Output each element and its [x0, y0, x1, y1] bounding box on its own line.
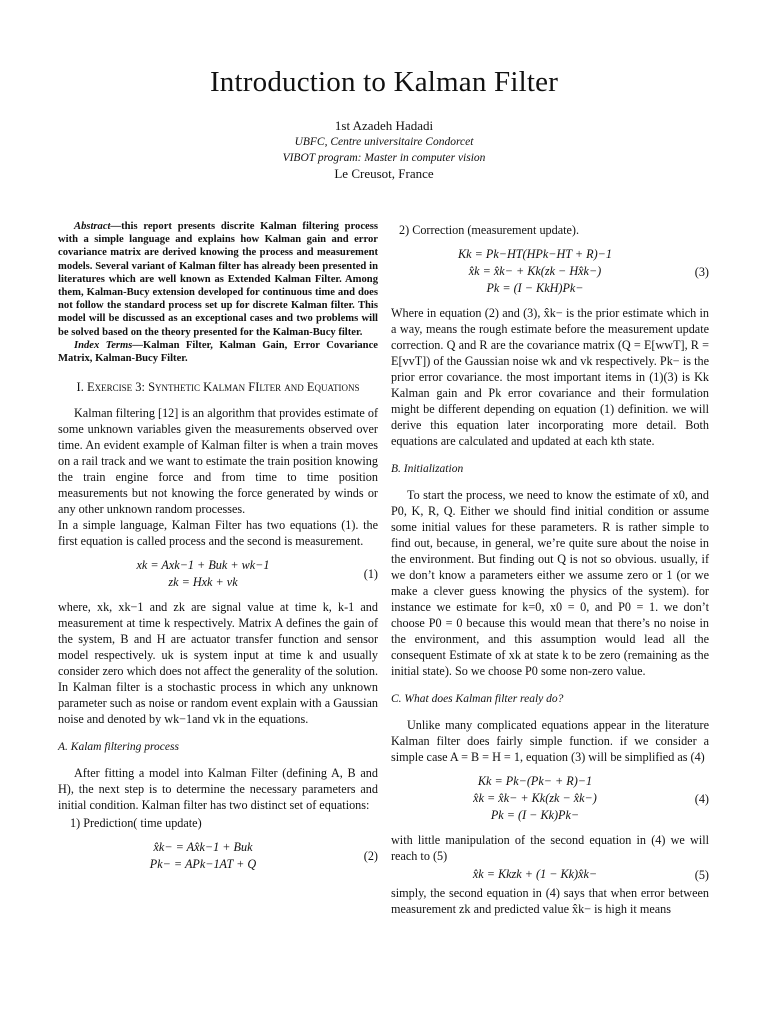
affiliation-2: VIBOT program: Master in computer vision — [282, 152, 486, 164]
list-item: 1) Prediction( time update) — [70, 816, 202, 831]
abstract-text: this report presents discrite Kalman filtering process with a simple language and explains how Kalman gain and error covariance matrix are derived knowing the process and measurement models. Several variant of Kalman filter has already been presented in literatures which are well known as Extended Kalman Filter. Among them, Kalman-Bucy extension developed for continuous time and does not follow the standard process set up for discrete Kalman filter. This model will be discussed as an exceptional cases and two problems will be solved based on the theory presented for the Kalman-Bucy filter. — [58, 221, 378, 338]
section-number: I. — [76, 380, 84, 395]
abstract-label: Abstract— — [74, 221, 122, 232]
paragraph: simply, the second equation in (4) says that when error between measurement zk and predicted value x̂k− is high it means — [391, 886, 709, 916]
equation-line: zk = Hxk + vk — [168, 575, 238, 590]
equation-2 — [58, 839, 378, 873]
equation-line: Pk = (I − KkH)Pk− — [486, 281, 584, 295]
equation-line: x̂k = Kkzk + (1 − Kk)x̂k− — [472, 867, 598, 881]
left-column — [58, 220, 378, 881]
paragraph: with little manipulation of the second equation in (4) we will reach to (5) — [391, 833, 709, 863]
equation-number: (1) — [363, 567, 378, 582]
equation-line: x̂k = x̂k− + Kk(zk − Hx̂k−) — [468, 264, 602, 278]
index-terms-text: Kalman Filter, Kalman Gain, Error Covariance Matrix, Kalman-Bucy Filter. — [58, 339, 378, 365]
equation-1 — [58, 557, 378, 591]
equation-5 — [391, 866, 709, 883]
abstract — [58, 220, 378, 339]
index-terms — [58, 339, 378, 365]
equation-line: Pk− = APk−1AT + Q — [149, 857, 257, 872]
author-name-line — [0, 118, 768, 134]
paragraph: To start the process, we need to know the estimate of x0, and P0, K, R, Q. Either we should find initial condition or assume some initial values for these parameters. R is rather simple to find out, because, in general, we’re quite sure about the noise in the environment. But finding out Q is not so obvious. usually, if we don’t know a parameters either we assume zero or 1 (or we make a clever guess knowing the physics of the system). for instance we estimate for k=0, x0 = 0, and P0 = 1. we don’t choose P0 = 0 because this would mean that there’s no noise in the environment, and this assumption would lead all the consequent Estimate of xk at state k to be zero (remaining as the initial state). So we choose P0 some non-zero value. — [391, 488, 709, 678]
section-heading-1 — [58, 379, 378, 395]
paragraph: Unlike many complicated equations appear in the literature Kalman filter does fairly simple function. if we consider a simple case A = B = H = 1, equation (3) will be simplified as (4) — [391, 718, 709, 764]
right-column — [391, 220, 709, 917]
equation-3 — [391, 246, 709, 297]
equation-line: Kk = Pk−HT(HPk−HT + R)−1 — [458, 247, 612, 261]
equation-line: Kk = Pk−(Pk− + R)−1 — [477, 774, 593, 788]
paragraph: Where in equation (2) and (3), x̂k− is the prior estimate which in a way, means the rough estimate before the measurement update correction. Q and R are the covariance matrix (Q = E[wwT], R = E[vvT]) of the Gaussian noise wk and vk respectively. Pk− is the prior error covariance. the most important items in (1)(3) is Kk Kalman gain and Pk error covariance and their formulation might be different depending on equation (1) definition. we will derive this equation later incorporating more detail. Both equations are calculated and updated at each kth state. — [391, 306, 709, 448]
paragraph: In a simple language, Kalman Filter has two equations (1). the first equation is called process and the second is measurement. — [58, 518, 378, 549]
paragraph: where, xk, xk−1 and zk are signal value at time k, k-1 and measurement at time k respectively. Matrix A defines the gain of the system, B and H are actuator transfer function and sensor model respectively. uk is system input at time k and usually consider zero which does not affect the generality of the solution. In Kalman filter is a stochastic process in which any unknown parameter such as noise or random event explain with a Gaussian noise and denoted by wk−1and vk in the equations. — [58, 600, 378, 727]
list-item: 2) Correction (measurement update). — [399, 223, 580, 237]
equation-4 — [391, 773, 709, 824]
equation-line: x̂k− = Ax̂k−1 + Buk — [153, 840, 253, 855]
equation-number: (2) — [363, 849, 378, 864]
equation-number: (4) — [694, 791, 709, 806]
subsection-heading-c: C. What does Kalman filter realy do? — [391, 693, 564, 705]
affiliation-1: UBFC, Centre universitaire Condorcet — [294, 136, 474, 148]
paragraph: Kalman filtering [12] is an algorithm that provides estimate of some unknown variables given the measurements observed over time. An evident example of Kalman filter is when a train moves on a rail track and we want to estimate the train position knowing the train engine force and from time to time position measurements but not knowing the force generated by winds or any other unknown random processes. — [58, 406, 378, 517]
equation-line: Pk = (I − Kk)Pk− — [490, 808, 580, 822]
equation-line: x̂k = x̂k− + Kk(zk − x̂k−) — [473, 791, 597, 805]
equation-number: (5) — [694, 867, 709, 882]
subsection-heading-b: B. Initialization — [391, 463, 464, 475]
author-block — [0, 118, 768, 182]
paragraph: After fitting a model into Kalman Filter (defining A, B and H), the next step is to determine the necessary parameters and initial condition. Kalman filter has two distinct set of equations: — [58, 766, 378, 813]
author-name: Azadeh Hadadi — [352, 118, 434, 133]
equation-number: (3) — [694, 264, 709, 279]
paper-title: Introduction to Kalman Filter — [209, 66, 559, 98]
author-number: 1st — [334, 118, 351, 133]
equation-line: xk = Axk−1 + Buk + wk−1 — [136, 558, 270, 573]
subsection-heading-a: A. Kalam filtering process — [58, 741, 179, 754]
section-title: Exercise 3: Synthetic Kalman FIlter and Equations — [86, 380, 360, 395]
index-terms-label: Index Terms— — [74, 339, 144, 351]
location: Le Creusot, France — [334, 166, 434, 181]
